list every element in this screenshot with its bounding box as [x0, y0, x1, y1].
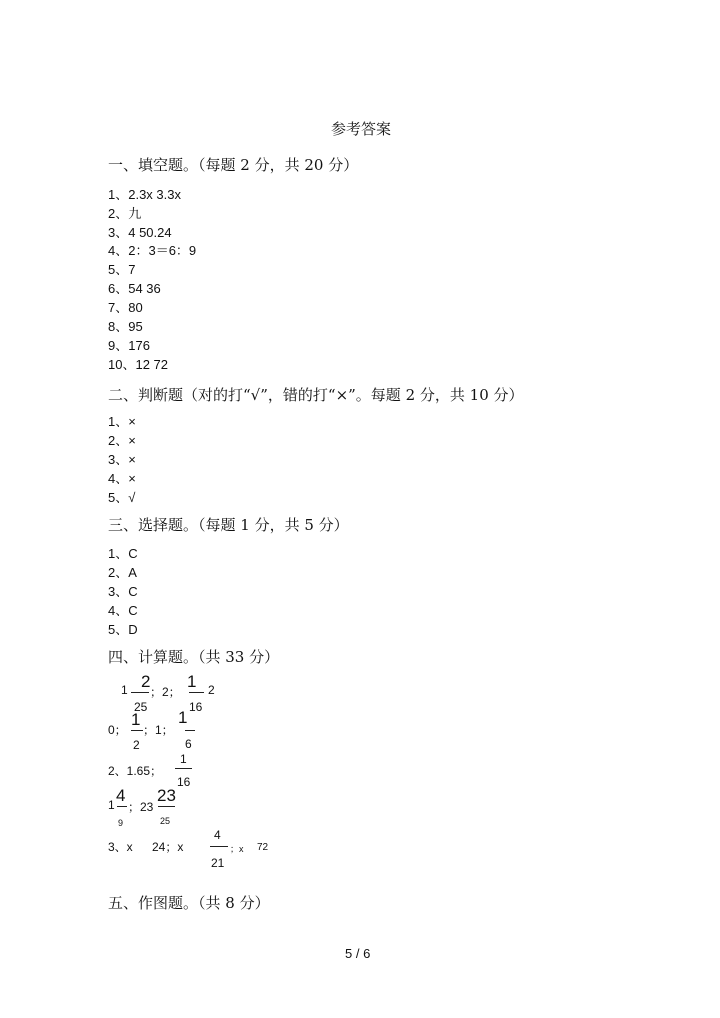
list-item: 8、95 [108, 319, 143, 334]
list-item: 1、C [108, 546, 138, 561]
calc-text: 0； [108, 723, 127, 737]
list-item: 1、2.3x 3.3x [108, 187, 181, 202]
calc-text: 1 [121, 683, 128, 697]
section-heading-true-false: 二、判断题（对的打“√”，错的打“×”。每题 2 分，共 10 分） [108, 386, 524, 404]
calc-text: ；x [230, 844, 244, 854]
calc-text: 1 [108, 798, 115, 812]
list-item: 9、176 [108, 338, 150, 353]
section-heading-multiple-choice: 三、选择题。（每题 1 分，共 5 分） [108, 516, 349, 534]
fraction-numerator: 4 [116, 786, 126, 805]
list-item: 2、九 [108, 206, 142, 221]
calc-text: 24；x [152, 840, 184, 854]
fraction-bar [210, 846, 228, 847]
fraction-numerator: 1 [131, 710, 141, 729]
fraction-bar [175, 768, 192, 769]
calc-text: 2、1.65； [108, 764, 163, 778]
fraction-denominator: 25 [134, 700, 148, 714]
page-title: 参考答案 [331, 120, 392, 138]
list-item: 5、D [108, 622, 138, 637]
list-item: 1、× [108, 414, 136, 429]
list-item: 3、4 50.24 [108, 225, 172, 240]
list-item: 4、C [108, 603, 138, 618]
list-item: 2、A [108, 565, 137, 580]
fraction-numerator: 1 [180, 752, 187, 766]
list-item: 3、× [108, 452, 136, 467]
fraction-denominator: 16 [189, 700, 203, 714]
section-heading-fill-blank: 一、填空题。（每题 2 分，共 20 分） [108, 156, 359, 174]
list-item: 6、54 36 [108, 281, 161, 296]
section-heading-drawing: 五、作图题。（共 8 分） [108, 894, 270, 912]
list-item: 3、C [108, 584, 138, 599]
calc-text: 3、x [108, 840, 133, 854]
calc-text: ；23 [128, 800, 154, 814]
fraction-numerator: 4 [214, 828, 221, 842]
fraction-denominator: 21 [211, 856, 225, 870]
fraction-bar [185, 730, 195, 731]
list-item: 4、× [108, 471, 136, 486]
fraction-denominator: 25 [160, 816, 171, 826]
calc-text: 2 [208, 683, 215, 697]
fraction-bar [131, 692, 149, 693]
fraction-bar [117, 806, 127, 807]
fraction-numerator: 1 [178, 708, 188, 727]
list-item: 10、12 72 [108, 357, 168, 372]
fraction-bar [131, 730, 143, 731]
calc-text: 72 [257, 842, 269, 853]
fraction-denominator: 16 [177, 775, 191, 789]
fraction-bar [189, 692, 204, 693]
calc-text: ；2； [150, 685, 181, 699]
fraction-denominator: 2 [133, 738, 140, 752]
list-item: 2、× [108, 433, 136, 448]
section-heading-calculation: 四、计算题。（共 33 分） [108, 648, 280, 666]
fraction-denominator: 9 [118, 818, 124, 828]
list-item: 4、2：3＝6：9 [108, 243, 197, 258]
list-item: 5、7 [108, 262, 136, 277]
list-item: 5、√ [108, 490, 136, 505]
fraction-numerator: 1 [187, 672, 197, 691]
fraction-numerator: 2 [141, 672, 151, 691]
list-item: 7、80 [108, 300, 143, 315]
calc-text: ；1； [143, 723, 174, 737]
fraction-bar [158, 806, 175, 807]
fraction-denominator: 6 [185, 737, 192, 751]
fraction-numerator: 23 [157, 786, 176, 805]
page-number: 5 / 6 [345, 946, 371, 961]
